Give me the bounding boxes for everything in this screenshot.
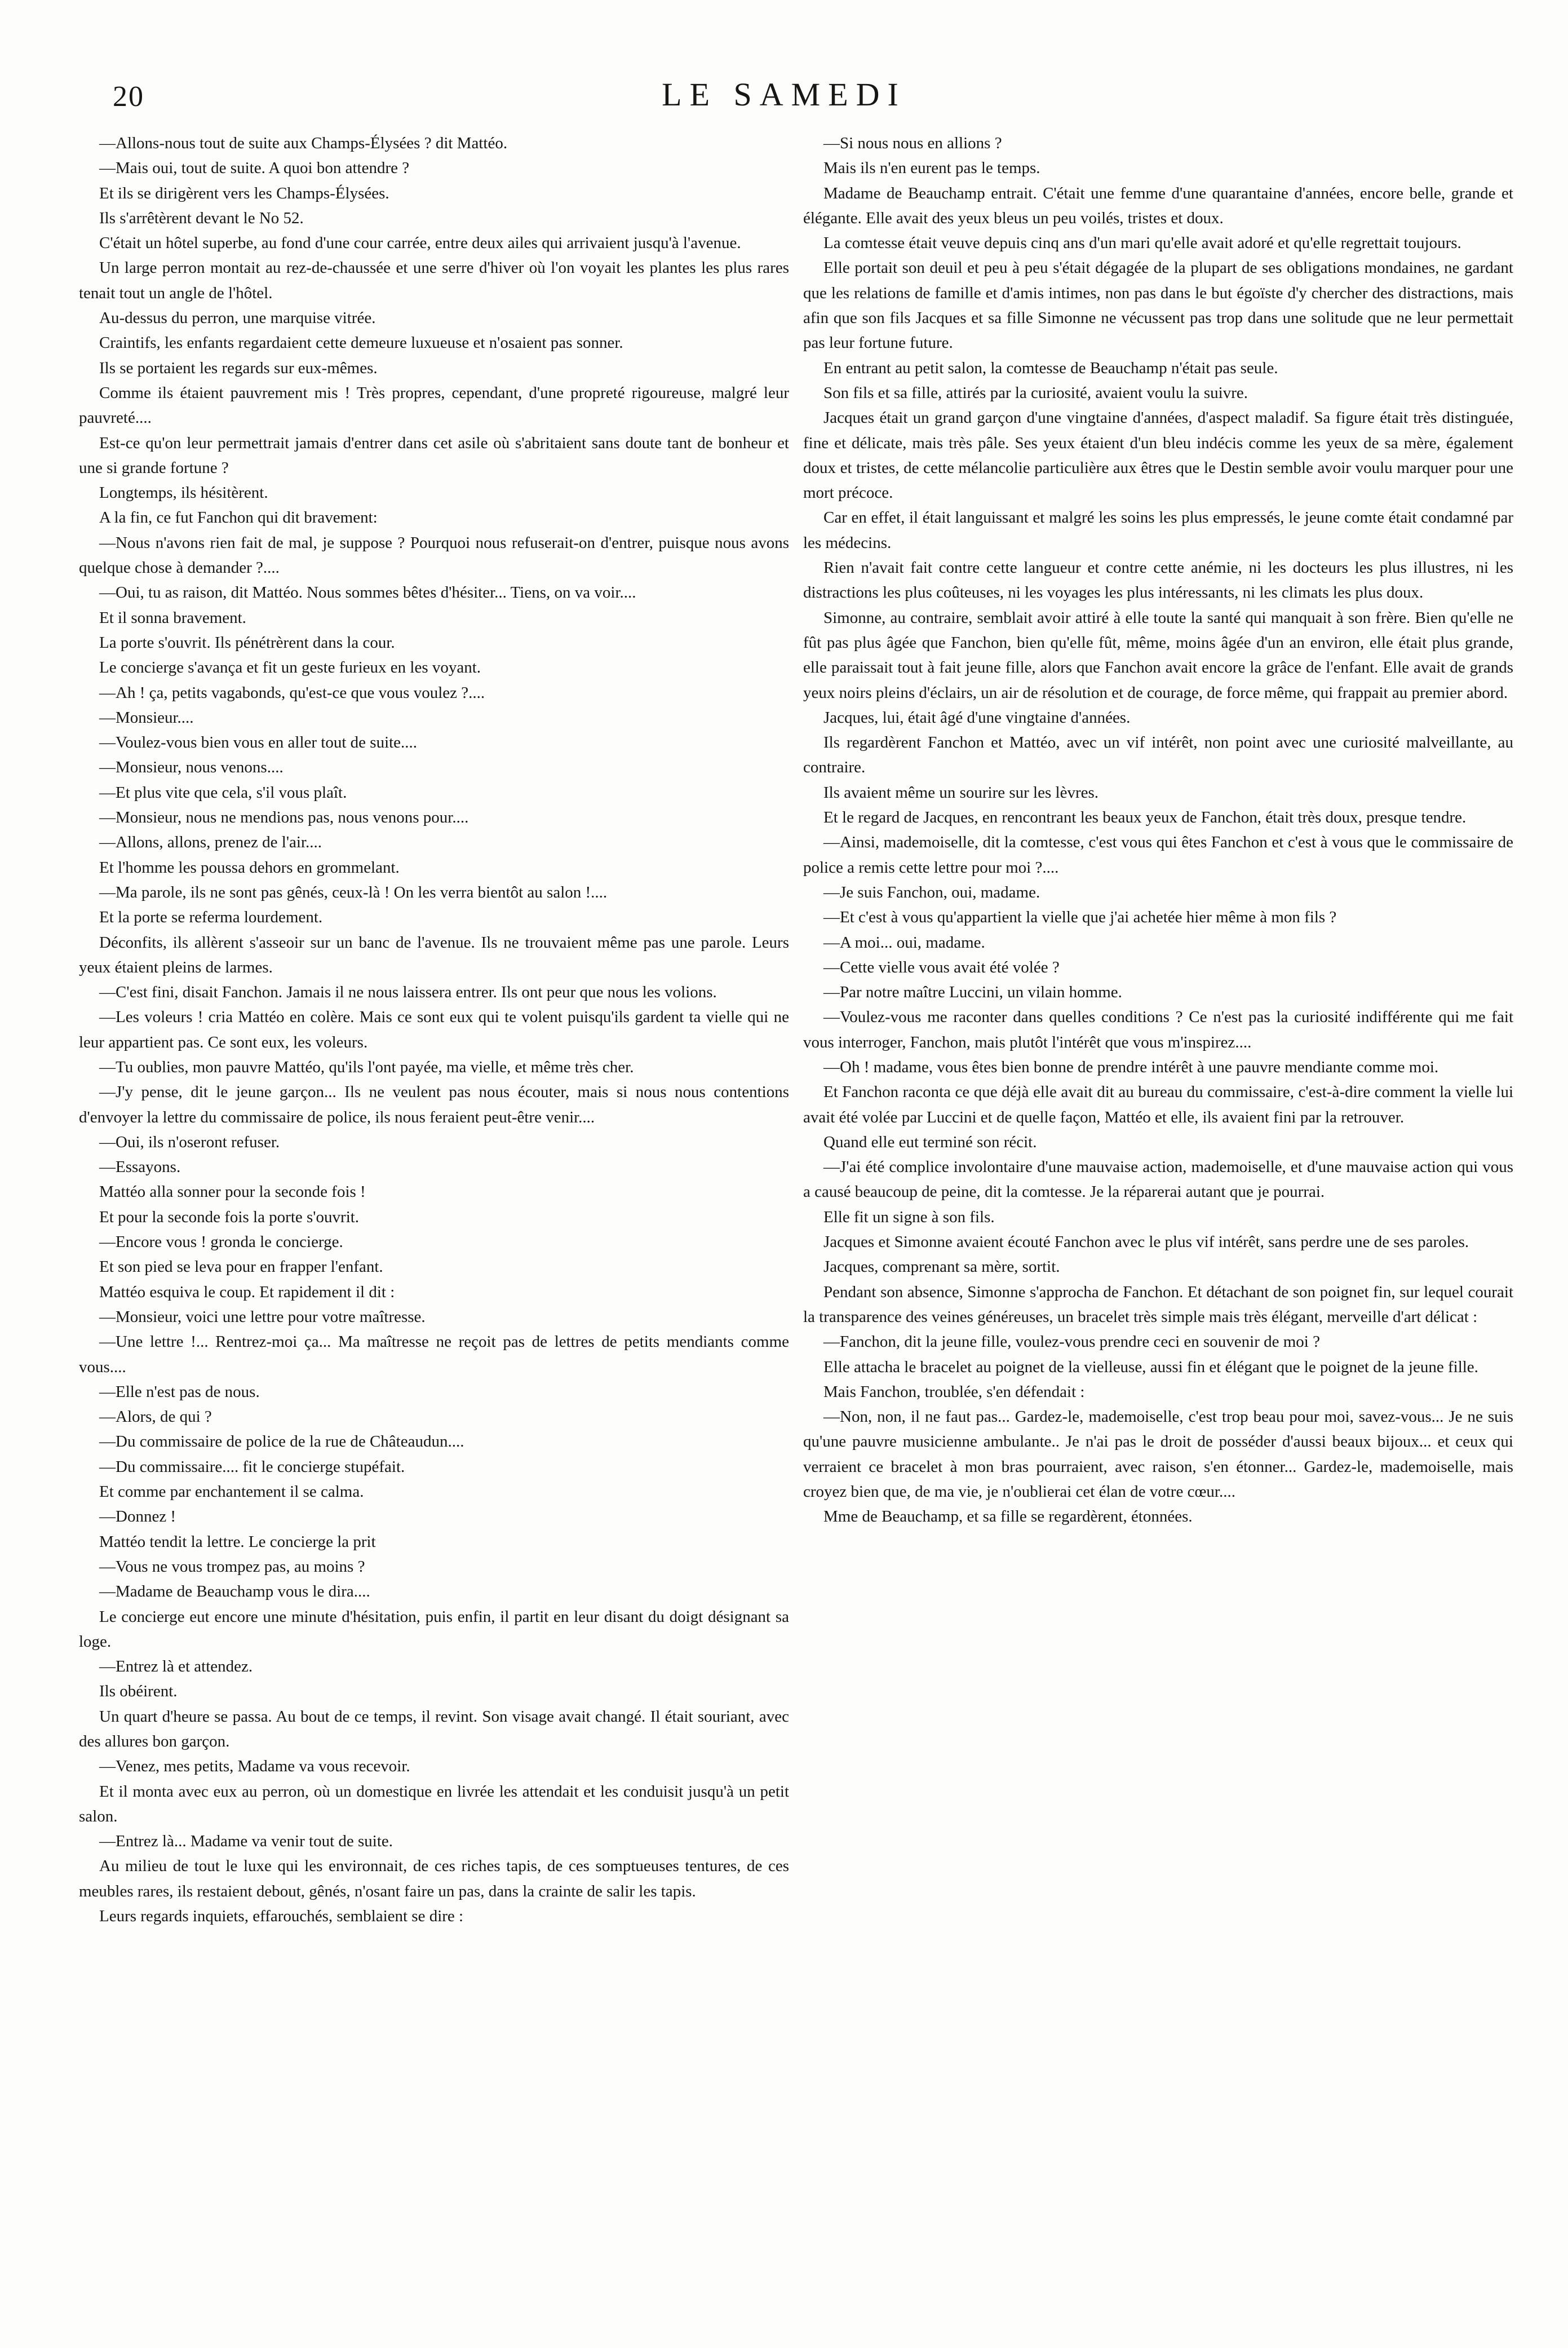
paragraph: Comme ils étaient pauvrement mis ! Très propres, cependant, d'une propreté rigoureuse, malgré leur pauvreté.... [79,383,789,427]
paragraph: —Monsieur.... [99,708,194,727]
paragraph: —Venez, mes petits, Madame va vous recevoir. [99,1757,410,1776]
paragraph: —Les voleurs ! cria Mattéo en colère. Mais ce sont eux qui te volent puisqu'ils gardent ta vielle qui ne leur appartient pas. Ce sont eux, les voleurs. [79,1008,789,1051]
page-header [85,68,1483,118]
paragraph: Le concierge eut encore une minute d'hésitation, puis enfin, il partit en leur disant du doigt désignant sa loge. [79,1607,789,1651]
paragraph: —Entrez là et attendez. [99,1657,253,1676]
paragraph: —Si nous nous en allions ? [823,134,1002,152]
paragraph: Jacques, comprenant sa mère, sortit. [823,1258,1060,1276]
paragraph: Quand elle eut terminé son récit. [823,1133,1037,1151]
paragraph: Ils s'arrêtèrent devant le No 52. [99,209,304,227]
paragraph: Mattéo alla sonner pour la seconde fois ! [99,1183,366,1201]
paragraph: —Ah ! ça, petits vagabonds, qu'est-ce que vous voulez ?.... [99,683,485,702]
paragraph: —Voulez-vous me raconter dans quelles conditions ? Ce n'est pas la curiosité indifférente qui me fait vous interroger, Fanchon, mais plutôt l'intérêt que vous m'inspirez.... [803,1008,1513,1051]
paragraph: —Nous n'avons rien fait de mal, je suppose ? Pourquoi nous refuserait-on d'entrer, puisque nous avons quelque chose à demander ?.... [79,533,789,577]
paragraph: Jacques, lui, était âgé d'une vingtaine d'années. [823,708,1131,727]
right-column [803,131,1513,2296]
paragraph: —Voulez-vous bien vous en aller tout de suite.... [99,733,418,752]
paragraph: Leurs regards inquiets, effarouchés, semblaient se dire : [99,1907,464,1926]
paragraph: Rien n'avait fait contre cette langueur et contre cette anémie, ni les docteurs les plus illustres, ni les distractions les plus coûteuses, ni les voyages les plus intéressants, ni les climats les plus doux. [803,559,1513,602]
paragraph: Pendant son absence, Simonne s'approcha de Fanchon. Et détachant de son poignet fin, sur lequel courait la transparence des veines généreuses, un bracelet très simple mais très élégant, merveille d'art délicat : [803,1283,1513,1326]
paragraph: —Monsieur, voici une lettre pour votre maîtresse. [99,1307,426,1326]
left-column [79,131,789,2296]
paragraph: —Monsieur, nous venons.... [99,758,284,777]
paragraph: Craintifs, les enfants regardaient cette demeure luxueuse et n'osaient pas sonner. [99,334,623,352]
paragraph: Ils avaient même un sourire sur les lèvres. [823,783,1099,802]
paragraph: —J'y pense, dit le jeune garçon... Ils ne veulent pas nous écouter, mais si nous nous contentions d'envoyer la lettre du commissaire de police, ils nous feraient peut-être venir.... [79,1083,789,1126]
paragraph: Ils obéirent. [99,1682,178,1701]
paragraph: La comtesse était veuve depuis cinq ans d'un mari qu'elle avait adoré et qu'elle regrettait toujours. [823,234,1461,253]
paragraph: Et la porte se referma lourdement. [99,908,323,927]
paragraph: —Allons-nous tout de suite aux Champs-Élysées ? dit Mattéo. [99,134,508,152]
paragraph: Mattéo esquiva le coup. Et rapidement il dit : [99,1283,395,1301]
paragraph: —Tu oublies, mon pauvre Mattéo, qu'ils l'ont payée, ma vielle, et même très cher. [99,1058,634,1076]
paragraph: —Mais oui, tout de suite. A quoi bon attendre ? [99,159,410,178]
paragraph: —Fanchon, dit la jeune fille, voulez-vous prendre ceci en souvenir de moi ? [823,1333,1320,1351]
paragraph: Au-dessus du perron, une marquise vitrée. [99,309,376,328]
page-number: 20 [113,81,144,113]
paragraph: Le concierge s'avança et fit un geste furieux en les voyant. [99,658,481,677]
paragraph: —Ainsi, mademoiselle, dit la comtesse, c'est vous qui êtes Fanchon et c'est à vous que le commissaire de police a remis cette lettre pour moi ?.... [803,833,1513,877]
paragraph: Un quart d'heure se passa. Au bout de ce temps, il revint. Son visage avait changé. Il était souriant, avec des allures bon garçon. [79,1707,789,1750]
paragraph: Et pour la seconde fois la porte s'ouvrit. [99,1208,360,1226]
paragraph: La porte s'ouvrit. Ils pénétrèrent dans la cour. [99,633,395,652]
paragraph: —Monsieur, nous ne mendions pas, nous venons pour.... [99,808,469,827]
paragraph: Son fils et sa fille, attirés par la curiosité, avaient voulu la suivre. [823,383,1248,402]
page-title: LE SAMEDI [662,76,906,113]
paragraph: —Du commissaire de police de la rue de Châteaudun.... [99,1432,464,1451]
paragraph: Mattéo tendit la lettre. Le concierge la prit [99,1532,376,1551]
paragraph: Mais ils n'en eurent pas le temps. [823,159,1040,178]
paragraph: Et son pied se leva pour en frapper l'enfant. [99,1258,383,1276]
paragraph: Est-ce qu'on leur permettrait jamais d'entrer dans cet asile où s'abritaient sans doute tant de bonheur et une si grande fortune ? [79,434,789,477]
paragraph: Car en effet, il était languissant et malgré les soins les plus empressés, le jeune comte était condamné par les médecins. [803,508,1513,552]
paragraph: Madame de Beauchamp entrait. C'était une femme d'une quarantaine d'années, encore belle, grande et élégante. Elle avait des yeux bleus un peu voilés, tristes et doux. [803,184,1513,227]
paragraph: —Une lettre !... Rentrez-moi ça... Ma maîtresse ne reçoit pas de lettres de petits mendiants comme vous.... [79,1333,789,1376]
paragraph: En entrant au petit salon, la comtesse de Beauchamp n'était pas seule. [823,359,1278,377]
paragraph: —Oui, tu as raison, dit Mattéo. Nous sommes bêtes d'hésiter... Tiens, on va voir.... [99,583,636,602]
paragraph: Ils se portaient les regards sur eux-mêmes. [99,359,378,377]
paragraph: —Par notre maître Luccini, un vilain homme. [823,983,1122,1002]
paragraph: —Cette vielle vous avait été volée ? [823,958,1060,976]
paragraph: Elle attacha le bracelet au poignet de la vielleuse, aussi fin et élégant que le poignet de la jeune fille. [823,1357,1478,1376]
paragraph: —Madame de Beauchamp vous le dira.... [99,1582,370,1601]
paragraph: Et ils se dirigèrent vers les Champs-Élysées. [99,184,389,202]
paragraph: —Et c'est à vous qu'appartient la vielle que j'ai achetée hier même à mon fils ? [823,908,1337,927]
paragraph: Jacques et Simonne avaient écouté Fanchon avec le plus vif intérêt, sans perdre une de ses paroles. [823,1233,1469,1252]
paragraph: —Oh ! madame, vous êtes bien bonne de prendre intérêt à une pauvre mendiante comme moi. [823,1058,1439,1076]
paragraph: —Essayons. [99,1158,181,1177]
paragraph: —Donnez ! [99,1507,176,1526]
paragraph: Et Fanchon raconta ce que déjà elle avait dit au bureau du commissaire, c'est-à-dire comment la vielle lui avait été volée par Luccini et de quelle façon, Mattéo et elle, ils avaient fini par la retrouver. [803,1083,1513,1126]
paragraph: C'était un hôtel superbe, au fond d'une cour carrée, entre deux ailes qui arrivaient jusqu'à l'avenue. [99,234,741,253]
paragraph: Déconfits, ils allèrent s'asseoir sur un banc de l'avenue. Ils ne trouvaient même pas une parole. Leurs yeux étaient pleins de larmes. [79,933,789,976]
paragraph: —Vous ne vous trompez pas, au moins ? [99,1557,365,1576]
paragraph: —Je suis Fanchon, oui, madame. [823,883,1040,901]
paragraph: Elle portait son deuil et peu à peu s'était dégagée de la plupart de ses obligations mondaines, ne gardant que les relations de famille et d'amis intimes, non pas dans le but égoïste d'y chercher des distractions, mais afin que son fils Jacques et sa fille Simonne ne vécussent pas trop dans une solitude que ne leur permettait pas leur fortune future. [803,259,1513,352]
paragraph: —Alors, de qui ? [99,1408,212,1426]
paragraph: Jacques était un grand garçon d'une vingtaine d'années, d'aspect maladif. Sa figure était très distinguée, fine et délicate, mais très pâle. Ses yeux étaient d'un bleu indécis comme les yeux de sa mère, également doux et tristes, de cette mélancolie particulière aux êtres que le Destin semble avoir voulu marquer pour une mort précoce. [803,409,1513,502]
paragraph: —Ma parole, ils ne sont pas gênés, ceux-là ! On les verra bientôt au salon !.... [99,883,608,901]
paragraph: Et l'homme les poussa dehors en grommelant. [99,858,400,877]
paragraph: Mais Fanchon, troublée, s'en défendait : [823,1382,1085,1401]
paragraph: Et le regard de Jacques, en rencontrant les beaux yeux de Fanchon, était très doux, presque tendre. [823,808,1467,827]
paragraph: —Entrez là... Madame va venir tout de suite. [99,1832,393,1851]
paragraph: —Et plus vite que cela, s'il vous plaît. [99,783,347,802]
paragraph: —A moi... oui, madame. [823,933,985,952]
paragraph: —C'est fini, disait Fanchon. Jamais il ne nous laissera entrer. Ils ont peur que nous les volions. [99,983,717,1002]
paragraph: —Du commissaire.... fit le concierge stupéfait. [99,1457,405,1476]
paragraph: Et il sonna bravement. [99,608,246,627]
paragraph: Et comme par enchantement il se calma. [99,1483,364,1501]
paragraph: Un large perron montait au rez-de-chaussée et une serre d'hiver où l'on voyait les plantes les plus rares tenait tout un angle de l'hôtel. [79,259,789,302]
paragraph: —Encore vous ! gronda le concierge. [99,1233,343,1252]
paragraph: —Non, non, il ne faut pas... Gardez-le, mademoiselle, c'est trop beau pour moi, savez-vous... Je ne suis qu'une pauvre musicienne ambulante.. Je n'ai pas le droit de posséder d'aussi beaux bijoux... et ceux qui verraient ce bracelet à mon bras pourraient, avec raison, s'en étonner... Gardez-le, mademoiselle, mais croyez bien que, de ma vie, je n'oublierai cet élan de votre cœur.... [803,1408,1513,1501]
paragraph: Elle fit un signe à son fils. [823,1208,995,1226]
paragraph: Simonne, au contraire, semblait avoir attiré à elle toute la santé qui manquait à son frère. Bien qu'elle ne fût pas plus âgée que Fanchon, bien qu'elle fût, même, moins âgée d'un an environ, elle était plus grande, elle paraissait tout à fait jeune fille, alors que Fanchon avait encore la grâce de l'enfant. Elle avait de grands yeux noirs pleins d'éclairs, un air de résolution et de courage, de force même, qui frappait au premier abord. [803,608,1513,702]
paragraph: Ils regardèrent Fanchon et Mattéo, avec un vif intérêt, non point avec une curiosité malveillante, au contraire. [803,733,1513,777]
paragraph: Au milieu de tout le luxe qui les environnait, de ces riches tapis, de ces somptueuses tentures, de ces meubles rares, ils restaient debout, gênés, n'osant faire un pas, dans la crainte de salir les tapis. [79,1857,789,1900]
paragraph: Longtemps, ils hésitèrent. [99,484,268,502]
paragraph: —Allons, allons, prenez de l'air.... [99,833,322,852]
paragraph: —J'ai été complice involontaire d'une mauvaise action, mademoiselle, et d'une mauvaise action qui vous a causé beaucoup de peine, dit la comtesse. Je la réparerai autant que je pourrai. [803,1158,1513,1201]
paragraph: —Elle n'est pas de nous. [99,1382,260,1401]
paragraph: Mme de Beauchamp, et sa fille se regardèrent, étonnées. [823,1507,1193,1526]
paragraph: Et il monta avec eux au perron, où un domestique en livrée les attendait et les conduisit jusqu'à un petit salon. [79,1782,789,1825]
paragraph: —Oui, ils n'oseront refuser. [99,1133,280,1151]
paragraph: A la fin, ce fut Fanchon qui dit bravement: [99,508,378,527]
